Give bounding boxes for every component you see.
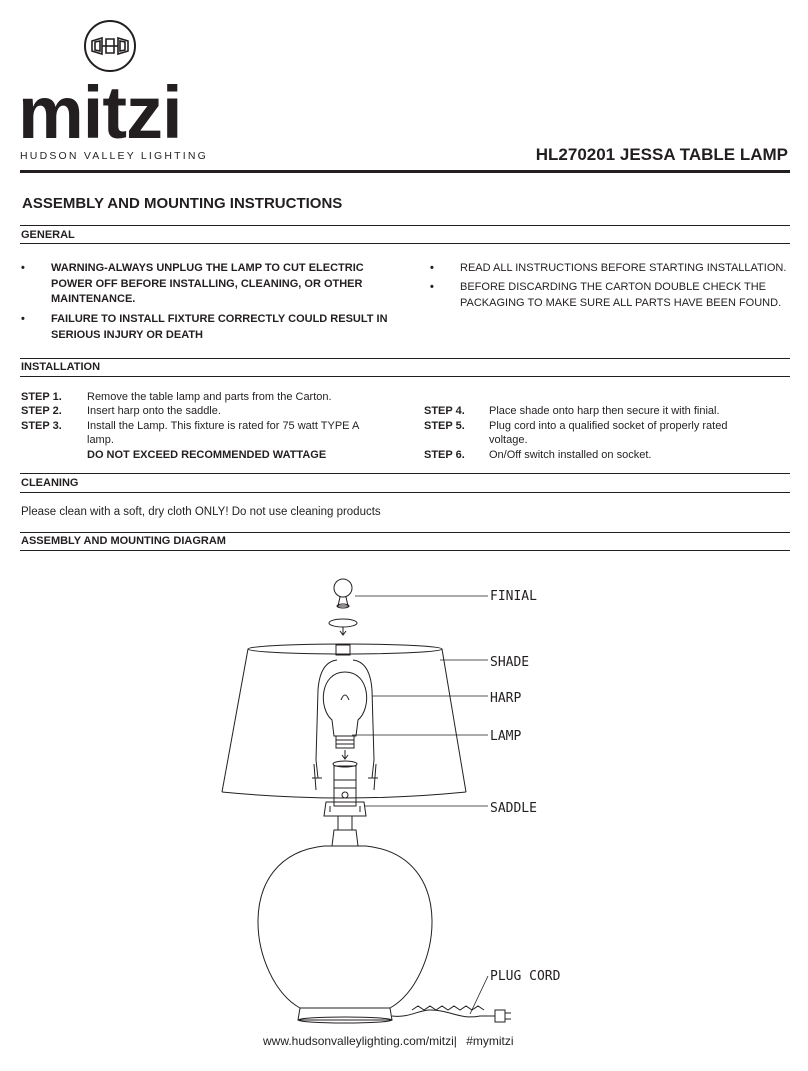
page-title: ASSEMBLY AND MOUNTING INSTRUCTIONS xyxy=(22,195,343,212)
section-label-general: GENERAL xyxy=(21,229,75,241)
section-divider xyxy=(20,532,790,533)
step-number: STEP 2. xyxy=(21,405,62,417)
step-text: Plug cord into a qualified socket of properly rated voltage. xyxy=(489,420,728,446)
bullet-text: READ ALL INSTRUCTIONS BEFORE STARTING INSTALLATION. xyxy=(460,262,787,274)
label-plug-cord: PLUG CORD xyxy=(490,969,561,984)
plug-cord-illustration xyxy=(392,1006,511,1022)
section-label-diagram: ASSEMBLY AND MOUNTING DIAGRAM xyxy=(21,535,226,547)
info-bullet xyxy=(430,261,795,277)
step-number: STEP 3. xyxy=(21,420,62,432)
step-text: Insert harp onto the saddle. xyxy=(87,405,221,417)
warning-bullet xyxy=(21,261,401,308)
step-item xyxy=(21,404,391,418)
leader-line xyxy=(470,976,488,1014)
footer xyxy=(263,1034,514,1048)
step-text: Remove the table lamp and parts from the Carton. xyxy=(87,391,332,403)
label-saddle: SADDLE xyxy=(490,801,537,816)
brand-logo-icon xyxy=(84,20,136,72)
label-harp: HARP xyxy=(490,691,522,706)
bullet-text: FAILURE TO INSTALL FIXTURE CORRECTLY COULD RESULT IN SERIOUS INJURY OR DEATH xyxy=(51,313,388,341)
step-item xyxy=(424,419,794,447)
assembly-diagram xyxy=(0,560,808,1030)
section-label-cleaning: CLEANING xyxy=(21,477,79,489)
header-divider xyxy=(20,170,790,173)
brand-wordmark: mitzi xyxy=(18,71,182,154)
product-title: HL270201 JESSA TABLE LAMP xyxy=(535,145,788,164)
step-item xyxy=(21,419,391,447)
warning-bullet xyxy=(21,312,401,343)
cleaning-text: Please clean with a soft, dry cloth ONLY! Do not use cleaning products xyxy=(21,506,381,518)
label-lamp: LAMP xyxy=(490,729,522,744)
step-number: STEP 6. xyxy=(424,449,465,461)
bullet-dot: • xyxy=(21,262,25,274)
finial-illustration xyxy=(329,579,357,635)
section-divider xyxy=(20,225,790,226)
step-item xyxy=(424,448,794,462)
section-divider xyxy=(20,473,790,474)
section-divider xyxy=(20,492,790,493)
section-divider xyxy=(20,358,790,359)
lamp-base-illustration xyxy=(258,846,432,1023)
bullet-dot: • xyxy=(21,313,25,325)
bullet-text: BEFORE DISCARDING THE CARTON DOUBLE CHECK THE PACKAGING TO MAKE SURE ALL PARTS HAVE BEEN FOUND. xyxy=(460,281,782,309)
shade-illustration xyxy=(222,644,466,798)
step-number: STEP 5. xyxy=(424,420,465,432)
step-item xyxy=(21,390,391,404)
step-text: Install the Lamp. This fixture is rated for 75 watt TYPE A lamp. xyxy=(87,420,359,446)
step-number: STEP 4. xyxy=(424,405,465,417)
section-divider xyxy=(20,376,790,377)
step-number: STEP 1. xyxy=(21,391,62,403)
section-divider xyxy=(20,550,790,551)
section-label-installation: INSTALLATION xyxy=(21,361,101,373)
wattage-warning: DO NOT EXCEED RECOMMENDED WATTAGE xyxy=(87,449,327,461)
label-finial: FINIAL xyxy=(490,589,537,604)
lamp-bulb-illustration xyxy=(323,672,366,759)
label-shade: SHADE xyxy=(490,655,530,670)
website-link[interactable]: www.hudsonvalleylighting.com/mitzi| xyxy=(263,1034,457,1048)
bullet-dot: • xyxy=(430,262,434,274)
step-text: On/Off switch installed on socket. xyxy=(489,449,652,461)
step-text: Place shade onto harp then secure it with finial. xyxy=(489,405,720,417)
bullet-text: WARNING-ALWAYS UNPLUG THE LAMP TO CUT ELECTRIC POWER OFF BEFORE INSTALLING, CLEANING, OR OTHER MAINTENANCE. xyxy=(51,262,364,305)
step-item xyxy=(424,404,794,418)
harp-illustration xyxy=(312,660,378,790)
info-bullet xyxy=(430,280,795,311)
brand-subtitle: HUDSON VALLEY LIGHTING xyxy=(20,150,209,162)
hashtag: #mymitzi xyxy=(466,1034,514,1048)
saddle-illustration xyxy=(324,761,366,846)
section-divider xyxy=(20,243,790,244)
bullet-dot: • xyxy=(430,281,434,293)
